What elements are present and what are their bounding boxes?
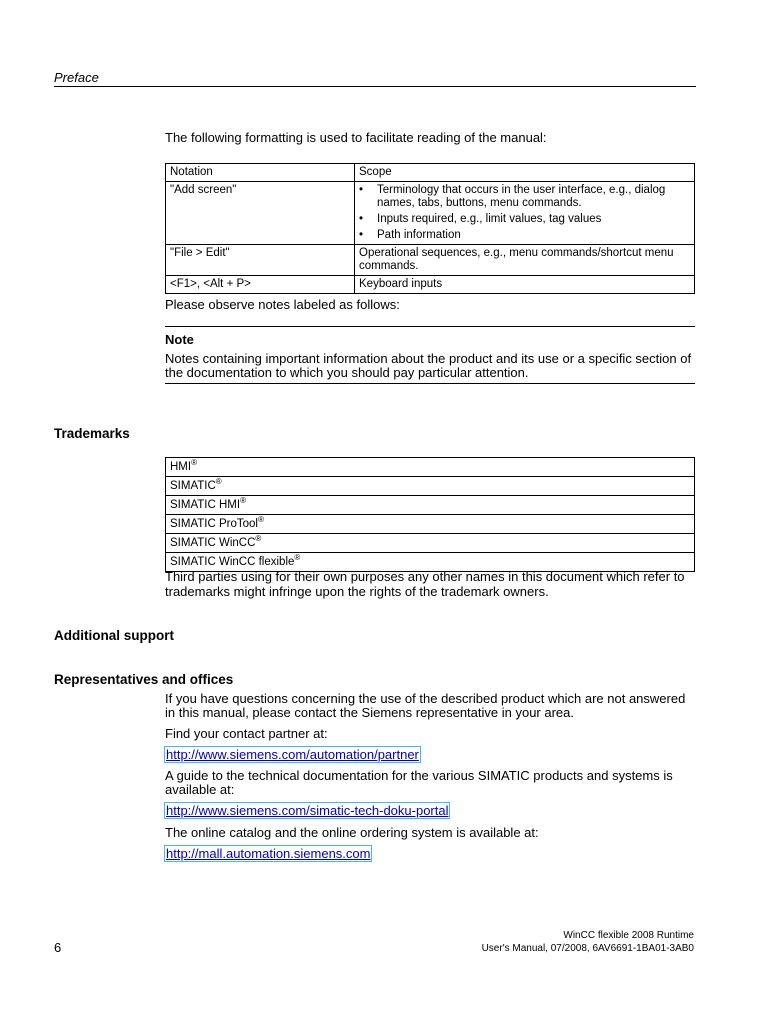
table-row xyxy=(166,245,695,276)
registered-mark: ® xyxy=(215,477,222,487)
notation-cell: "Add screen" xyxy=(166,182,355,245)
scope-item-text: Path information xyxy=(377,229,461,241)
list-item xyxy=(359,184,690,210)
note-title: Note xyxy=(165,332,194,347)
table-row xyxy=(166,458,695,477)
registered-mark: ® xyxy=(240,496,246,506)
mall-link[interactable]: http://mall.automation.siemens.com xyxy=(166,846,371,861)
trademark-cell xyxy=(166,534,695,553)
note-text: Notes containing important information about the product and its use or a specific section of the documentation to which you should pay particular attention. xyxy=(165,351,692,380)
trademark-name: SIMATIC WinCC flexible xyxy=(170,556,295,568)
table-row xyxy=(166,276,695,294)
intro-text: The following formatting is used to facilitate reading of the manual: xyxy=(165,130,547,145)
table-row xyxy=(166,496,695,515)
running-header: Preface xyxy=(54,70,99,85)
header-rule xyxy=(54,86,696,87)
registered-mark: ® xyxy=(191,458,197,468)
doku-portal-link[interactable]: http://www.siemens.com/simatic-tech-doku-portal xyxy=(166,803,449,818)
additional-support-heading: Additional support xyxy=(54,628,174,643)
observe-text: Please observe notes labeled as follows: xyxy=(165,297,400,312)
trademark-name: SIMATIC xyxy=(170,480,216,492)
column-header: Scope xyxy=(355,164,695,182)
registered-mark: ® xyxy=(255,534,262,544)
trademark-cell xyxy=(166,496,695,515)
page-number: 6 xyxy=(54,940,62,955)
representatives-paragraph: If you have questions concerning the use of the described product which are not answered in this manual, please contact the Siemens representative in your area. xyxy=(165,691,686,720)
list-item xyxy=(359,213,690,226)
representatives-heading: Representatives and offices xyxy=(54,672,234,687)
scope-cell: Operational sequences, e.g., menu commands/shortcut menu commands. xyxy=(355,245,695,276)
footer-info xyxy=(482,929,694,955)
contact-paragraph: Find your contact partner at: xyxy=(165,726,328,741)
table-row xyxy=(166,182,695,245)
registered-mark: ® xyxy=(257,515,264,525)
scope-item-text: Inputs required, e.g., limit values, tag values xyxy=(377,213,602,225)
trademark-name: SIMATIC HMI xyxy=(170,499,241,511)
notation-table xyxy=(165,163,695,294)
trademark-name: SIMATIC ProTool xyxy=(170,518,258,530)
scope-cell xyxy=(355,182,695,245)
table-row xyxy=(166,515,695,534)
note-box xyxy=(165,326,695,384)
notation-cell: <F1>, <Alt + P> xyxy=(166,276,355,294)
table-row xyxy=(166,534,695,553)
trademark-name: HMI xyxy=(170,461,192,473)
table-row xyxy=(166,477,695,496)
trademark-cell xyxy=(166,477,695,496)
column-header: Notation xyxy=(166,164,355,182)
footer-manual: User's Manual, 07/2008, 6AV6691-1BA01-3AB0 xyxy=(481,943,694,954)
registered-mark: ® xyxy=(294,553,301,563)
bullet-icon: • xyxy=(359,184,364,196)
table-header-row xyxy=(166,164,695,182)
partner-link[interactable]: http://www.siemens.com/automation/partner xyxy=(166,747,419,762)
trademark-name: SIMATIC WinCC xyxy=(170,537,256,549)
list-item xyxy=(359,229,690,242)
trademarks-heading: Trademarks xyxy=(54,426,130,441)
notation-cell: "File > Edit" xyxy=(166,245,355,276)
catalog-paragraph: The online catalog and the online ordering system is available at: xyxy=(165,825,539,840)
trademarks-note: Third parties using for their own purposes any other names in this document which refer to trademarks might infringe upon the rights of the trademark owners. xyxy=(165,569,685,599)
trademarks-table xyxy=(165,457,695,572)
bullet-icon: • xyxy=(359,229,364,241)
documentation-paragraph: A guide to the technical documentation for the various SIMATIC products and systems is available at: xyxy=(165,768,673,797)
trademark-cell xyxy=(166,458,695,477)
scope-item-text: Terminology that occurs in the user interface, e.g., dialog names, tabs, buttons, menu commands. xyxy=(377,184,666,209)
scope-cell: Keyboard inputs xyxy=(355,276,695,294)
scope-list xyxy=(359,184,690,242)
trademark-cell xyxy=(166,515,695,534)
bullet-icon: • xyxy=(359,213,364,225)
footer-product: WinCC flexible 2008 Runtime xyxy=(563,930,694,941)
